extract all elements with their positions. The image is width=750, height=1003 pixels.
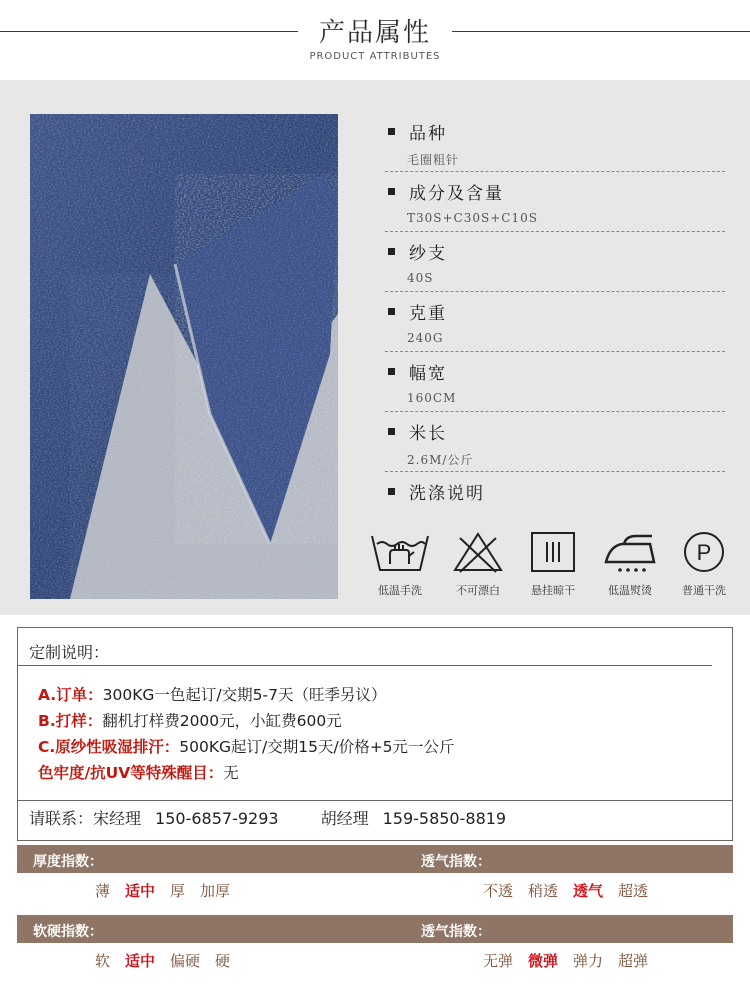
care-item-low-iron: [590, 530, 670, 598]
scale-option: 稍透: [528, 882, 559, 900]
index-bar-1: [17, 845, 733, 873]
index-options-row-2: [0, 950, 750, 978]
attribute-divider: [385, 291, 725, 292]
attribute-value: 240G: [407, 331, 444, 345]
attribute-value: T30S+C30S+C10S: [407, 211, 538, 225]
care-item-hand-wash: [360, 530, 440, 598]
attribute-divider: [385, 471, 725, 472]
scale-option: 弹力: [573, 952, 604, 970]
custom-line-yarn: [38, 735, 455, 757]
bullet-icon: [388, 128, 395, 135]
attribute-label: 洗涤说明: [409, 483, 485, 504]
custom-line-key: A.订单：: [38, 686, 103, 704]
care-label: 不可漂白: [456, 584, 500, 597]
scale-option-selected: 适中: [125, 952, 156, 970]
hardness-scale: [95, 950, 245, 971]
contact-phone-2[interactable]: 159-5850-8819: [382, 809, 507, 828]
breathability-index-label-2: 透气指数：: [421, 924, 491, 940]
section-header: [0, 0, 750, 80]
custom-line-key: C.原纱性吸湿排汗：: [38, 738, 180, 756]
attribute-divider: [385, 231, 725, 232]
bullet-icon: [388, 488, 395, 495]
care-item-dry-clean: [664, 530, 744, 598]
bullet-icon: [388, 188, 395, 195]
attribute-label: 品种: [409, 123, 447, 144]
contact-person-1: 宋经理: [93, 809, 142, 828]
bullet-icon: [388, 308, 395, 315]
attribute-divider: [385, 351, 725, 352]
contact-divider: [18, 800, 732, 801]
line-dry-icon: [529, 530, 577, 574]
scale-option: 厚: [170, 882, 186, 900]
custom-line-value: 300KG一色起订/交期5-7天（旺季另议）: [102, 686, 387, 704]
custom-line-key: 色牢度/抗UV等特殊醒目：: [38, 764, 224, 782]
custom-line-value: 翻机打样费2000元，小缸费600元: [102, 712, 342, 730]
hardness-index-label: 软硬指数：: [33, 924, 103, 940]
attribute-value: 毛圈粗针: [407, 153, 460, 167]
attribute-label: 纱支: [409, 243, 447, 264]
custom-divider: [18, 665, 712, 666]
care-label: 普通干洗: [682, 584, 726, 597]
attribute-label: 米长: [409, 423, 447, 444]
svg-text:P: P: [696, 540, 712, 565]
custom-title: 定制说明：: [29, 643, 110, 662]
contact-label: 请联系：: [29, 809, 94, 828]
custom-line-sample: [38, 709, 342, 731]
custom-line-value: 500KG起订/交期15天/价格+5元一公斤: [179, 738, 455, 756]
custom-info-box: [17, 627, 733, 841]
scale-option: 超弹: [618, 952, 649, 970]
scale-option-selected: 透气: [573, 882, 604, 900]
thickness-index-label: 厚度指数：: [33, 854, 103, 870]
scale-option: 薄: [95, 882, 111, 900]
scale-option: 硬: [215, 952, 231, 970]
bullet-icon: [388, 248, 395, 255]
scale-option-selected: 适中: [125, 882, 156, 900]
scale-option-selected: 微弹: [528, 952, 559, 970]
scale-option: 加厚: [200, 882, 231, 900]
care-label: 低温熨烫: [608, 584, 652, 597]
custom-line-value: 无: [223, 764, 239, 782]
thickness-scale: [95, 880, 245, 901]
scale-option: 无弹: [483, 952, 514, 970]
bullet-icon: [388, 368, 395, 375]
attribute-divider: [385, 171, 725, 172]
care-item-no-bleach: [438, 530, 518, 598]
scale-option: 偏硬: [170, 952, 201, 970]
care-item-line-dry: [513, 530, 593, 598]
contact-line: [29, 806, 520, 829]
attribute-value: 2.6M/公斤: [407, 453, 474, 467]
attribute-label: 克重: [409, 303, 447, 324]
bullet-icon: [388, 428, 395, 435]
scale-option: 软: [95, 952, 111, 970]
page-title: 产品属性: [318, 18, 431, 48]
contact-person-2: 胡经理: [320, 809, 369, 828]
attribute-value: 40S: [407, 271, 434, 285]
custom-line-order: [38, 683, 386, 705]
index-options-row-1: [0, 880, 750, 908]
header-divider-right: [452, 31, 750, 32]
scale-option: 超透: [618, 882, 649, 900]
dry-clean-icon: [681, 530, 727, 574]
elasticity-scale: [483, 950, 663, 971]
care-label: 悬挂晾干: [531, 584, 575, 597]
fabric-photo: [30, 114, 338, 599]
custom-line-key: B.打样：: [38, 712, 103, 730]
contact-phone-1[interactable]: 150-6857-9293: [155, 809, 279, 828]
page-subtitle: PRODUCT ATTRIBUTES: [309, 51, 441, 62]
attribute-label: 成分及含量: [409, 183, 504, 204]
no-bleach-icon: [452, 530, 504, 574]
breathability-scale: [483, 880, 663, 901]
custom-line-special: [38, 761, 239, 783]
index-bar-2: [17, 915, 733, 943]
care-label: 低温手洗: [378, 584, 422, 597]
attribute-label: 幅宽: [409, 363, 447, 384]
breathability-index-label: 透气指数：: [421, 854, 491, 870]
hand-wash-icon: [368, 530, 432, 574]
attribute-divider: [385, 411, 725, 412]
scale-option: 不透: [483, 882, 514, 900]
low-iron-icon: [600, 530, 660, 574]
attribute-value: 160CM: [407, 391, 457, 405]
